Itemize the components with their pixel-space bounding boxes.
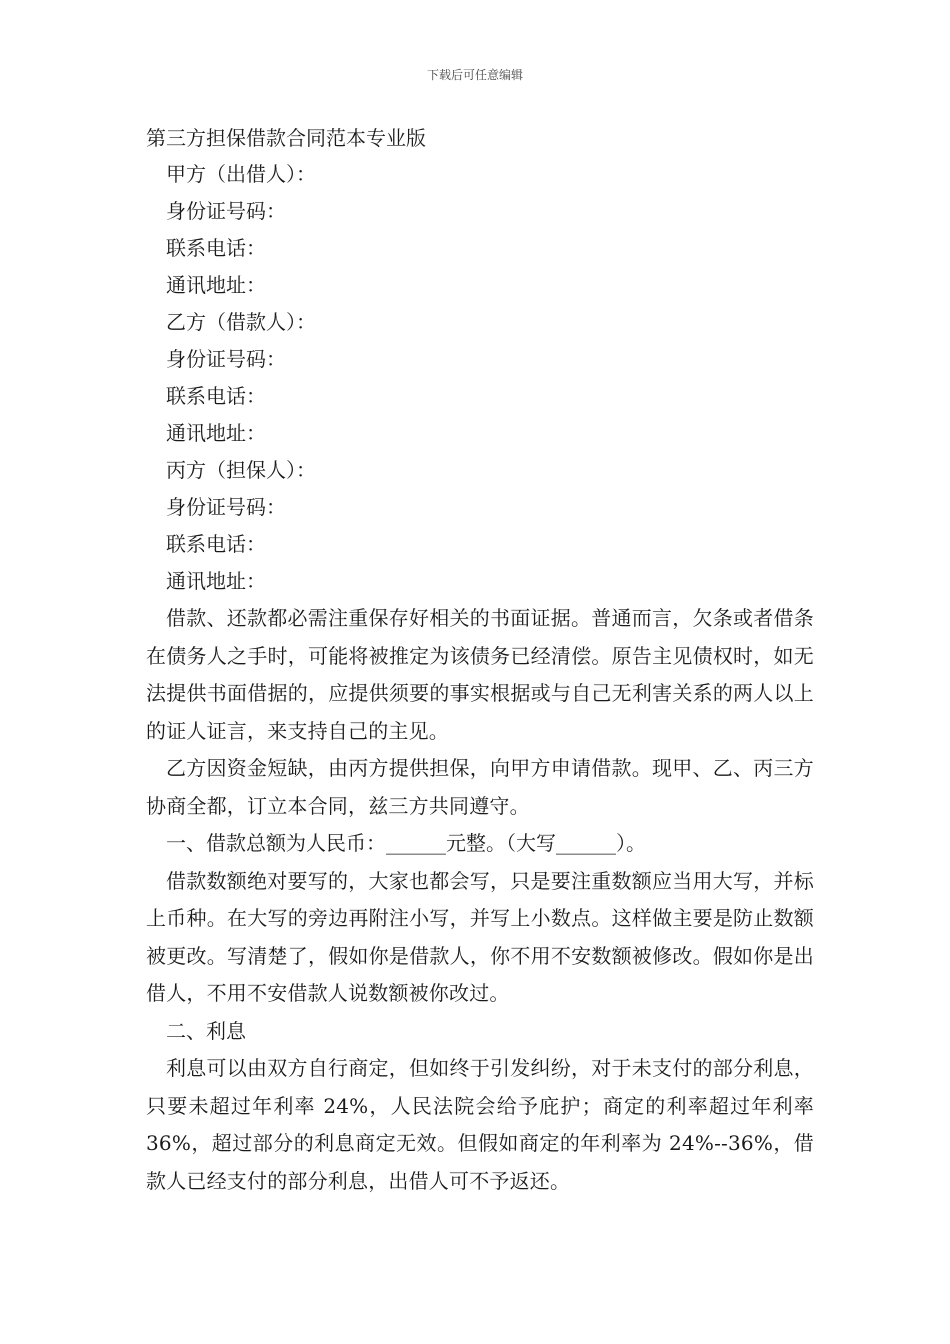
amount-paragraph: 借款数额绝对要写的，大家也都会写，只是要注重数额应当用大写，并标上币种。在大写的旁边再附注小写，并写上小数点。这样做主要是防止数额被更改。写清楚了，假如你是借款人，你不用不安数额被修改。假如你是出借人，不用不安借款人说数额被你改过。	[146, 868, 814, 1005]
page-header: 下载后可任意编辑	[426, 68, 523, 82]
party-b-id-label: 身份证号码：	[166, 347, 286, 371]
party-a-phone-label: 联系电话：	[166, 236, 266, 260]
party-a-address-label: 通讯地址：	[166, 273, 266, 297]
party-a-label: 甲方（出借人）：	[166, 162, 316, 186]
party-c-id-label: 身份证号码：	[166, 495, 286, 519]
party-b-phone-label: 联系电话：	[166, 384, 266, 408]
party-c-label: 丙方（担保人）：	[166, 458, 316, 482]
party-b-label: 乙方（借款人）：	[166, 310, 316, 334]
purpose-paragraph: 乙方因资金短缺，由丙方提供担保，向甲方申请借款。现甲、乙、丙三方协商全都，订立本合同，兹三方共同遵守。	[146, 756, 814, 818]
party-b-address-label: 通讯地址：	[166, 421, 266, 445]
interest-paragraph: 利息可以由双方自行商定，但如终于引发纠纷，对于未支付的部分利息，只要未超过年利率 24%，人民法院会给予庇护；商定的利率超过年利率 36%，超过部分的利息商定无效。但假如商定的年利率为 24%--36%，借款人已经支付的部分利息，出借人可不予返还。	[146, 1056, 814, 1193]
intro-paragraph: 借款、还款都必需注重保存好相关的书面证据。普通而言，欠条或者借条在债务人之手时，可能将被推定为该债务已经清偿。原告主见债权时，如无法提供书面借据的，应提供须要的事实根据或与自己无利害关系的两人以上的证人证言，来支持自己的主见。	[146, 606, 814, 743]
party-c-address-label: 通讯地址：	[166, 569, 266, 593]
document-body	[146, 120, 814, 1200]
document-title: 第三方担保借款合同范本专业版	[146, 126, 426, 150]
party-c-phone-label: 联系电话：	[166, 532, 266, 556]
clause-1-loan-amount: 一、借款总额为人民币：______元整。（大写______）。	[166, 831, 646, 855]
clause-2-interest: 二、利息	[166, 1018, 246, 1043]
party-a-id-label: 身份证号码：	[166, 199, 286, 223]
